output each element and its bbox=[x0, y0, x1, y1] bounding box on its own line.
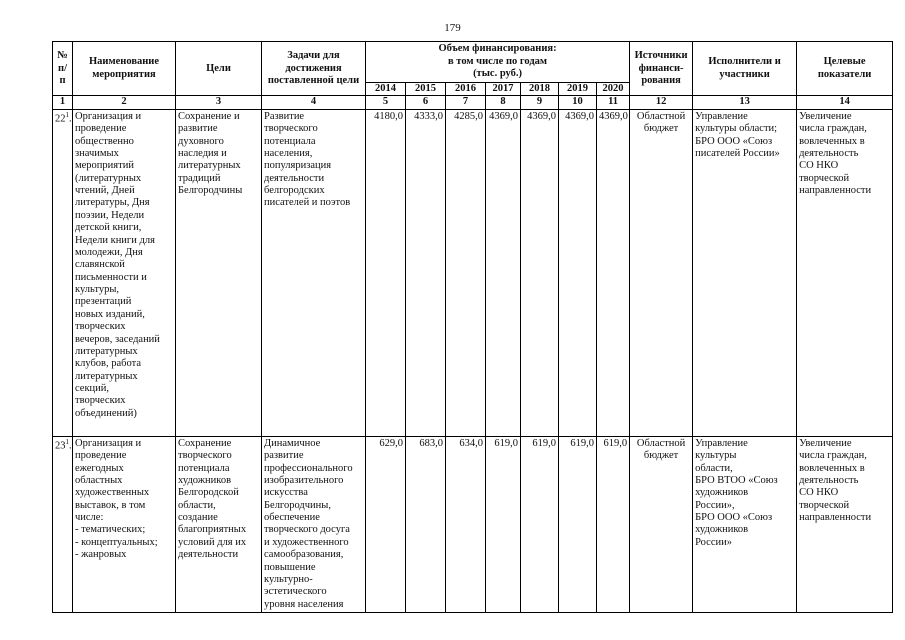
header-goals: Цели bbox=[176, 42, 262, 96]
column-number: 7 bbox=[446, 96, 486, 109]
header-tasks: Задачи для достижения поставленной цели bbox=[262, 42, 366, 96]
column-number: 12 bbox=[630, 96, 693, 109]
year-header: 2016 bbox=[446, 83, 486, 96]
year-header: 2020 bbox=[597, 83, 630, 96]
year-header: 2019 bbox=[559, 83, 597, 96]
event-name: Организация и проведение общественно значимых мероприятий (литературных чтений, Дней литературы, Дня поэзии, Недели детской книги, Недели книги для молодежи, Дня славянской письменности и культуры, презентаций новых изданий, творческих вечеров, заседаний литературных клубов, работа литературных секций, творческих объединений) bbox=[73, 109, 176, 436]
column-number: 8 bbox=[486, 96, 521, 109]
funding-value: 619,0 bbox=[486, 436, 521, 612]
page-number: 179 bbox=[444, 22, 461, 34]
table-row bbox=[53, 109, 893, 436]
funding-value: 4369,0 bbox=[521, 109, 559, 436]
column-number: 13 bbox=[693, 96, 797, 109]
column-numbers-row bbox=[53, 96, 893, 109]
funding-value: 4285,0 bbox=[446, 109, 486, 436]
funding-value: 4333,0 bbox=[406, 109, 446, 436]
column-number: 3 bbox=[176, 96, 262, 109]
year-header: 2015 bbox=[406, 83, 446, 96]
funding-value: 4369,0 bbox=[597, 109, 630, 436]
column-number: 5 bbox=[366, 96, 406, 109]
event-tasks: Динамичное развитие профессионального изобразительного искусства Белгородчины, обеспечение творческого досуга и художественного самообразования, повышение культурно- эстетического уровня населения bbox=[262, 436, 366, 612]
header-indicators: Целевые показатели bbox=[797, 42, 893, 96]
target-indicators: Увеличение числа граждан, вовлеченных в деятельность СО НКО творческой направленности bbox=[797, 109, 893, 436]
funding-value: 619,0 bbox=[521, 436, 559, 612]
event-name: Организация и проведение ежегодных областных художественных выставок, в том числе: - тематических; - концептуальных; - жанровых bbox=[73, 436, 176, 612]
funding-value: 629,0 bbox=[366, 436, 406, 612]
event-tasks: Развитие творческого потенциала населения, популяризация деятельности белгородских писателей и поэтов bbox=[262, 109, 366, 436]
executors: Управление культуры области; БРО ООО «Союз писателей России» bbox=[693, 109, 797, 436]
funding-value: 4180,0 bbox=[366, 109, 406, 436]
year-header: 2018 bbox=[521, 83, 559, 96]
column-number: 10 bbox=[559, 96, 597, 109]
header-sources: Источники финанси- рования bbox=[630, 42, 693, 96]
column-number: 14 bbox=[797, 96, 893, 109]
funding-value: 619,0 bbox=[559, 436, 597, 612]
funding-value: 619,0 bbox=[597, 436, 630, 612]
header-no: № п/п bbox=[53, 42, 73, 96]
row-number: $22^1$. bbox=[53, 109, 73, 436]
executors: Управление культуры области, БРО ВТОО «Союз художников России», БРО ООО «Союз художников России» bbox=[693, 436, 797, 612]
funding-source: Областной бюджет bbox=[630, 436, 693, 612]
funding-value: 683,0 bbox=[406, 436, 446, 612]
column-number: 4 bbox=[262, 96, 366, 109]
year-header: 2017 bbox=[486, 83, 521, 96]
header-name: Наименование мероприятия bbox=[73, 42, 176, 96]
table-row bbox=[53, 436, 893, 612]
column-number: 9 bbox=[521, 96, 559, 109]
funding-source: Областной бюджет bbox=[630, 109, 693, 436]
funding-value: 4369,0 bbox=[486, 109, 521, 436]
event-goals: Сохранение и развитие духовного наследия и литературных традиций Белгородчины bbox=[176, 109, 262, 436]
funding-value: 4369,0 bbox=[559, 109, 597, 436]
row-number: $23^1$. bbox=[53, 436, 73, 612]
program-table bbox=[52, 41, 893, 613]
target-indicators: Увеличение числа граждан, вовлеченных в деятельность СО НКО творческой направленности bbox=[797, 436, 893, 612]
column-number: 2 bbox=[73, 96, 176, 109]
header-financing: Объем финансирования: в том числе по годам (тыс. руб.) bbox=[366, 42, 630, 83]
column-number: 6 bbox=[406, 96, 446, 109]
header-executors: Исполнители и участники bbox=[693, 42, 797, 96]
year-header: 2014 bbox=[366, 83, 406, 96]
funding-value: 634,0 bbox=[446, 436, 486, 612]
event-goals: Сохранение творческого потенциала художников Белгородской области, создание благоприятных условий для их деятельности bbox=[176, 436, 262, 612]
column-number: 11 bbox=[597, 96, 630, 109]
column-number: 1 bbox=[53, 96, 73, 109]
